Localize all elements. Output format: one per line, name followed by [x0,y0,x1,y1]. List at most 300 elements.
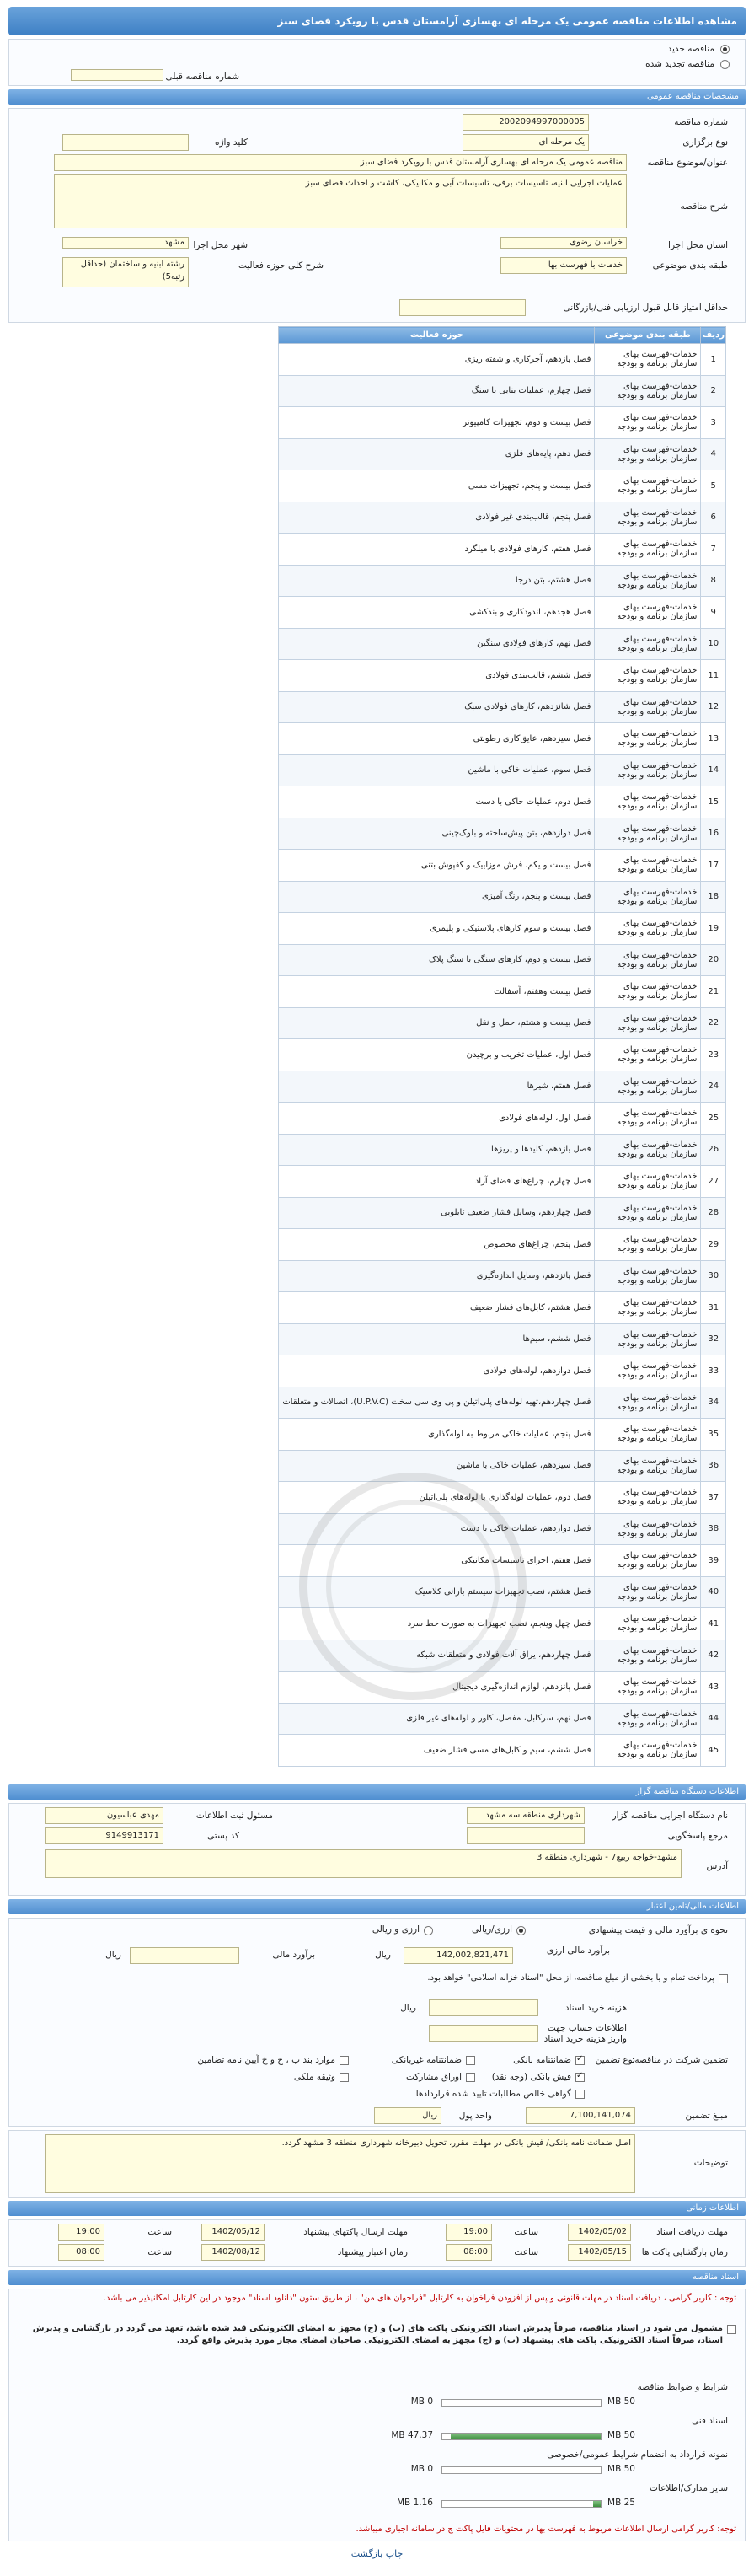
row-number: 13 [701,723,726,755]
row-activity: فصل چهاردهم، یراق آلات فولادی و متعلقات شبکه [279,1640,595,1672]
row-number: 7 [701,534,726,566]
doc-item-label: نمونه قرارداد به انضمام شرایط عمومی/خصوصی [547,2450,728,2460]
doc-receive-label: مهلت دریافت اسناد [656,2227,728,2237]
table-row [279,1450,726,1482]
table-row [279,1608,726,1640]
valid-label: زمان اعتبار پیشنهاد [337,2247,408,2257]
row-activity: فصل یازدهم، آجرکاری و شفته ریزی [279,344,595,376]
currency-field: ریال [374,2107,441,2124]
row-category: خدمات-فهرست بهای سازمان برنامه و بودجه [595,344,701,376]
doc-item-progress [441,2433,602,2440]
doc-item-progress-fill [593,2501,601,2507]
estimate-unit: ریال [375,1950,391,1960]
row-activity: فصل بیست و هشتم، حمل و نقل [279,1007,595,1039]
doc-receive-date: 1402/05/02 [568,2224,631,2241]
bonds-label: اوراق مشارکت [405,2072,462,2082]
row-activity: فصل اول، لوله‌های فولادی [279,1103,595,1135]
row-number: 9 [701,597,726,629]
row-number: 24 [701,1071,726,1103]
row-activity: فصل پنجم، قالب‌بندی غیر فولادی [279,502,595,534]
row-activity: فصل سیزدهم، عایق‌کاری رطوبتی [279,723,595,755]
row-number: 26 [701,1134,726,1166]
send-time: 19:00 [58,2224,104,2241]
row-activity: فصل بیست و دوم، کارهای سنگی با سنگ پلاک [279,944,595,976]
page [0,7,754,2576]
row-category: خدمات-فهرست بهای سازمان برنامه و بودجه [595,1229,701,1261]
estimate-type-label: نحوه ی برآورد مالی و قیمت پیشنهادی [588,1925,728,1935]
esign-checkbox[interactable] [727,2325,736,2334]
row-activity: فصل شانزدهم، کارهای فولادی سبک [279,691,595,723]
open-label: زمان بازگشایی پاکت ها [641,2247,728,2257]
row-number: 5 [701,470,726,502]
doc-item-size: 47.37 MB [391,2430,433,2440]
doc-item-size: 0 MB [410,2396,433,2407]
doc-price-field [429,1999,538,2016]
tender-number-field: 2002094997000005 [463,114,589,131]
row-category: خدمات-فهرست بهای سازمان برنامه و بودجه [595,786,701,818]
activity-header: حوزه فعالیت [279,327,595,344]
row-activity: فصل بیست و یکم، فرش موزاییک و کفپوش بتنی [279,850,595,882]
row-number: 14 [701,754,726,786]
finance-section-header: اطلاعات مالی/تامین اعتبار [8,1899,746,1914]
guarantee-type-label: نوع تضمین [595,2055,635,2065]
row-category: خدمات-فهرست بهای سازمان برنامه و بودجه [595,818,701,850]
organizer-section-header: اطلاعات دستگاه مناقصه گزار [8,1784,746,1800]
row-number: 1 [701,344,726,376]
docs-note-esign: مشمول می شود در اسناد مناقصه، صرفاً پذیرش اسناد الکترونیکی پاکت های (ب) و (ج) مجهز به امضای الکترونیکی قید شده باشد، تعهد می گردد در بارگشایی و پذیرش اسناد، صرفاً اسناد الکترونیکی پاکت های پیشنهاد (ب) و (ج) مجهز به امضای الکترونیکی صاحبان امضای مجاز مورد پذیرش واقع گردد. [32,2324,723,2345]
doc-item-size: 0 MB [410,2464,433,2474]
row-category: خدمات-فهرست بهای سازمان برنامه و بودجه [595,565,701,597]
city-field: مشهد [62,237,189,249]
row-activity: فصل بیست و پنجم، رنگ آمیزی [279,881,595,913]
table-row [279,470,726,502]
table-row [279,1229,726,1261]
doc-item-size: 1.16 MB [397,2498,433,2508]
activities-header-row [279,327,726,344]
row-number: 35 [701,1419,726,1451]
row-category: خدمات-فهرست بهای سازمان برنامه و بودجه [595,1640,701,1672]
row-number: 25 [701,1103,726,1135]
row-activity: فصل یازدهم، کلیدها و پریزها [279,1134,595,1166]
doc-item-label: سایر مدارک/اطلاعات [650,2483,728,2493]
page-title: مشاهده اطلاعات مناقصه عمومی یک مرحله ای بهسازی آرامستان قدس با رویکرد فضای سبز [8,7,746,35]
previous-number-field[interactable] [71,69,163,81]
row-category: خدمات-فهرست بهای سازمان برنامه و بودجه [595,723,701,755]
docs-box [8,2289,746,2541]
row-number: 19 [701,913,726,945]
tender-mode-box [8,39,746,86]
account-label: اطلاعات حساب جهت واریز هزینه خرید اسناد [543,2023,627,2044]
table-row [279,1197,726,1229]
table-row [279,723,726,755]
docs-section-header: اسناد مناقصه [8,2270,746,2285]
doc-item-progress [441,2500,602,2508]
province-field: خراسان رضوی [500,237,627,249]
row-number: 21 [701,976,726,1008]
table-row [279,1323,726,1355]
row-number: 44 [701,1703,726,1735]
estimate-label: برآورد مالی ارزی [546,1945,610,1956]
row-number: 20 [701,944,726,976]
footer-actions [0,2548,754,2559]
table-row [279,1513,726,1545]
row-number: 37 [701,1482,726,1514]
table-row [279,1039,726,1071]
row-category: خدمات-فهرست بهای سازمان برنامه و بودجه [595,438,701,470]
tender-type-label: نوع برگزاری [682,137,728,148]
docs-note-download: توجه : کاربر گرامی ، دریافت اسناد در مهلت قانونی و پس از افزودن فراخوان به کارتابل "فراخوان های من" ، از طریق ستون "دانلود اسناد" موجود در این کارتابل امکانپذیر می باشد. [103,2294,736,2303]
row-activity: فصل دوازدهم، عملیات خاکی با دست [279,1513,595,1545]
row-number: 18 [701,881,726,913]
finance-notes-box [8,2130,746,2198]
row-number: 23 [701,1039,726,1071]
row-category: خدمات-فهرست بهای سازمان برنامه و بودجه [595,1323,701,1355]
row-number: 6 [701,502,726,534]
table-row [279,691,726,723]
currency-label: واحد پول [458,2111,492,2121]
timing-box [8,2219,746,2267]
doc-receive-time-label: ساعت [514,2227,538,2237]
row-category: خدمات-فهرست بهای سازمان برنامه و بودجه [595,1482,701,1514]
row-number: 31 [701,1292,726,1324]
organizer-box [8,1803,746,1896]
row-number: 11 [701,660,726,692]
row-activity: فصل بیست و پنجم، تجهیزات مسی [279,470,595,502]
estimate2-unit: ریال [105,1950,121,1960]
open-time-label: ساعت [514,2247,538,2257]
row-activity: فصل هشتم، بتن درجا [279,565,595,597]
row-number: 30 [701,1260,726,1292]
row-number: 45 [701,1735,726,1767]
org-name-field: شهرداری منطقه سه مشهد [467,1807,585,1824]
row-activity: فصل سوم، عملیات خاکی با ماشین [279,754,595,786]
activities-table [278,326,726,1767]
row-category: خدمات-فهرست بهای سازمان برنامه و بودجه [595,1292,701,1324]
row-category: خدمات-فهرست بهای سازمان برنامه و بودجه [595,375,701,407]
open-time: 08:00 [446,2244,492,2261]
renewed-tender-radio[interactable] [720,60,730,69]
row-number: 15 [701,786,726,818]
rial-radio[interactable] [516,1926,526,1935]
table-row [279,1703,726,1735]
timing-section-header: اطلاعات زمانی [8,2201,746,2216]
row-category: خدمات-فهرست بهای سازمان برنامه و بودجه [595,1450,701,1482]
nonbank-guarantee-checkbox[interactable] [466,2056,475,2065]
row-activity: فصل ششم، قالب‌بندی فولادی [279,660,595,692]
doc-receive-time: 19:00 [446,2224,492,2241]
property-collateral-label: وثیقه ملکی [293,2072,335,2082]
cash-receipt-checkbox[interactable] [575,2073,585,2082]
address-field: مشهد-خواجه ربیع7 - شهرداری منطقه 3 [45,1849,682,1878]
row-activity: فصل بیست وهفتم، آسفالت [279,976,595,1008]
row-activity: فصل هشتم، نصب تجهیزات سیستم بارانی کلاسیک [279,1576,595,1608]
notes-label: توضیحات [693,2158,728,2168]
valid-time: 08:00 [58,2244,104,2261]
table-row [279,407,726,439]
row-number: 33 [701,1355,726,1387]
row-activity: فصل دوازدهم، لوله‌های فولادی [279,1355,595,1387]
row-category: خدمات-فهرست بهای سازمان برنامه و بودجه [595,1007,701,1039]
bank-guarantee-checkbox[interactable] [575,2056,585,2065]
postal-label: کد پستی [206,1831,239,1841]
row-number: 32 [701,1323,726,1355]
category-field: خدمات با فهرست بها [500,257,627,274]
row-activity: فصل هفتم، شیرها [279,1071,595,1103]
row-number: 4 [701,438,726,470]
row-category: خدمات-فهرست بهای سازمان برنامه و بودجه [595,534,701,566]
bylaw-items-checkbox[interactable] [340,2056,349,2065]
keyword-field[interactable] [62,134,189,151]
cash-receipt-label: فیش بانکی (وجه نقد) [491,2072,571,2082]
doc-item-progress [441,2466,602,2474]
open-date: 1402/05/15 [568,2244,631,2261]
table-row [279,502,726,534]
treasury-checkbox[interactable] [719,1974,728,1983]
table-row [279,913,726,945]
row-activity: فصل پانزدهم، لوازم اندازه‌گیری دیجیتال [279,1672,595,1704]
table-row [279,1260,726,1292]
ref-label: مرجع پاسخگویی [667,1831,728,1841]
table-row [279,438,726,470]
table-row [279,1292,726,1324]
category-label: طبقه بندی موضوعی [652,260,728,271]
doc-item-label: اسناد فنی [691,2416,728,2426]
bank-guarantee-label: ضمانتنامه بانکی [513,2055,571,2065]
table-row [279,1103,726,1135]
row-category: خدمات-فهرست بهای سازمان برنامه و بودجه [595,1513,701,1545]
row-activity: فصل نهم، سرکابل، مفصل، کاور و لوله‌های غیر فلزی [279,1703,595,1735]
row-activity: فصل بیست و سوم کارهای پلاستیکی و پلیمری [279,913,595,945]
activity-label: شرح کلی حوزه فعالیت [238,260,324,271]
doc-item-label: شرایط و ضوابط مناقصه [637,2382,728,2392]
row-activity: فصل اول، عملیات تخریب و برچیدن [279,1039,595,1071]
row-category: خدمات-فهرست بهای سازمان برنامه و بودجه [595,1103,701,1135]
address-label: آدرس [706,1861,728,1871]
table-row [279,1007,726,1039]
row-activity: فصل دوم، عملیات خاکی با دست [279,786,595,818]
row-activity: فصل دوازدهم، بتن پیش‌ساخته و بلوک‌چینی [279,818,595,850]
payment-note: پرداخت تمام و یا بخشی از مبلغ مناقصه، از محل "اسناد خزانه اسلامی" خواهد بود. [427,1973,714,1983]
renewed-tender-label: مناقصه تجدید شده [645,59,714,69]
table-row [279,881,726,913]
row-activity: فصل چهاردهم،تهیه لوله‌های پلی‌اتیلن و پی وی سی سخت (U.P.V.C)، اتصالات و متعلقات [279,1387,595,1419]
guarantee-amount-field: 7,100,141,074 [526,2107,635,2124]
doc-item-max: 50 MB [607,2430,635,2440]
category-header: طبقه بندی موضوعی [595,327,701,344]
row-activity: فصل چهارم، عملیات بنایی با سنگ [279,375,595,407]
notes-field: اصل ضمانت نامه بانکی/ فیش بانکی در مهلت مقرر، تحویل دبیرخانه شهرداری منطقه 3 مشهد گردد. [45,2134,635,2193]
table-row [279,1735,726,1767]
estimate2-field [130,1947,239,1964]
table-row [279,344,726,376]
city-label: شهر محل اجرا [193,240,248,250]
row-category: خدمات-فهرست بهای سازمان برنامه و بودجه [595,754,701,786]
table-row [279,786,726,818]
row-number: 12 [701,691,726,723]
row-number: 8 [701,565,726,597]
row-number: 34 [701,1387,726,1419]
row-activity: فصل چهل وینجم، نصب تجهیزات به صورت خط سرد [279,1608,595,1640]
row-category: خدمات-فهرست بهای سازمان برنامه و بودجه [595,1735,701,1767]
row-category: خدمات-فهرست بهای سازمان برنامه و بودجه [595,407,701,439]
officer-field: مهدی عباسیون [45,1807,163,1824]
doc-item-progress-fill [451,2434,601,2439]
row-activity: فصل ششم، سیم‌ها [279,1323,595,1355]
table-row [279,1576,726,1608]
row-activity: فصل دهم، پایه‌های فلزی [279,438,595,470]
row-category: خدمات-فهرست بهای سازمان برنامه و بودجه [595,1419,701,1451]
min-score-field [399,299,526,316]
table-row [279,754,726,786]
row-activity: فصل چهارم، چراغ‌های فضای آزاد [279,1166,595,1198]
subject-field: مناقصه عمومی یک مرحله ای بهسازی آرامستان قدس با رویکرد فضای سبز [54,154,627,171]
doc-item-progress [441,2399,602,2407]
row-category: خدمات-فهرست بهای سازمان برنامه و بودجه [595,1387,701,1419]
activities-body [279,344,726,1767]
net-claims-checkbox[interactable] [575,2090,585,2099]
general-info-box [8,108,746,323]
row-category: خدمات-فهرست بهای سازمان برنامه و بودجه [595,628,701,660]
table-row [279,1545,726,1577]
table-row [279,976,726,1008]
row-number: 39 [701,1545,726,1577]
row-category: خدمات-فهرست بهای سازمان برنامه و بودجه [595,1355,701,1387]
table-row [279,1071,726,1103]
table-row [279,1419,726,1451]
row-category: خدمات-فهرست بهای سازمان برنامه و بودجه [595,1071,701,1103]
table-row [279,597,726,629]
row-category: خدمات-فهرست بهای سازمان برنامه و بودجه [595,502,701,534]
row-activity: فصل هفتم، اجرای تاسیسات مکانیکی [279,1545,595,1577]
valid-date: 1402/08/12 [201,2244,265,2261]
row-category: خدمات-فهرست بهای سازمان برنامه و بودجه [595,944,701,976]
row-activity: فصل هجدهم، اندودکاری و بندکشی [279,597,595,629]
finance-box [8,1918,746,2127]
tender-type-field: یک مرحله ای [463,134,589,151]
activity-field: رشته ابنیه و ساختمان (حداقل رتبه5) [62,257,189,287]
description-label: شرح مناقصه [680,201,728,212]
valid-time-label: ساعت [147,2247,172,2257]
row-category: خدمات-فهرست بهای سازمان برنامه و بودجه [595,1166,701,1198]
nonbank-guarantee-label: ضمانتنامه غیربانکی [391,2055,462,2065]
table-row [279,1355,726,1387]
row-number: 41 [701,1608,726,1640]
row-activity: فصل نهم، کارهای فولادی سنگین [279,628,595,660]
row-activity: فصل ششم، سیم و کابل‌های مسی فشار ضعیف [279,1735,595,1767]
table-row [279,1672,726,1704]
row-activity: فصل بیست و دوم، تجهیزات کامپیوتر [279,407,595,439]
description-field: عملیات اجرایی ابنیه، تاسیسات برقی، تاسیسات آبی و مکانیکی، کاشت و احداث فضای سبز [54,174,627,228]
row-category: خدمات-فهرست بهای سازمان برنامه و بودجه [595,1576,701,1608]
previous-number-label: شماره مناقصه قبلی [165,72,239,82]
row-activity: فصل پنجم، چراغ‌های مخصوص [279,1229,595,1261]
row-number: 3 [701,407,726,439]
general-section-header: مشخصات مناقصه عمومی [8,89,746,105]
send-label: مهلت ارسال پاکتهای پیشنهاد [303,2227,408,2237]
row-category: خدمات-فهرست بهای سازمان برنامه و بودجه [595,470,701,502]
doc-item-max: 50 MB [607,2396,635,2407]
row-category: خدمات-فهرست بهای سازمان برنامه و بودجه [595,1672,701,1704]
row-category: خدمات-فهرست بهای سازمان برنامه و بودجه [595,1197,701,1229]
bylaw-items-label: موارد بند ب ، ج و خ آیین نامه تضامین [197,2055,335,2065]
doc-item-max: 50 MB [607,2464,635,2474]
postal-field: 9149913171 [45,1827,163,1844]
ref-field [467,1827,585,1844]
row-category: خدمات-فهرست بهای سازمان برنامه و بودجه [595,1545,701,1577]
officer-label: مسئول ثبت اطلاعات [195,1811,273,1821]
back-link[interactable]: بازگشت [350,2548,383,2559]
row-number: 36 [701,1450,726,1482]
table-row [279,628,726,660]
row-category: خدمات-فهرست بهای سازمان برنامه و بودجه [595,1134,701,1166]
rial-label: ارزی/ریالی [472,1924,512,1935]
org-name-label: نام دستگاه اجرایی مناقصه گزار [612,1811,728,1821]
rial-fx-label: ارزی و ریالی [372,1924,420,1935]
row-category: خدمات-فهرست بهای سازمان برنامه و بودجه [595,850,701,882]
table-row [279,375,726,407]
row-number: 28 [701,1197,726,1229]
subject-label: عنوان/موضوع مناقصه [647,158,728,168]
rial-fx-radio[interactable] [424,1926,433,1935]
row-category: خدمات-فهرست بهای سازمان برنامه و بودجه [595,1260,701,1292]
account-field [429,2025,538,2042]
row-number: 27 [701,1166,726,1198]
row-activity: فصل پانزدهم، وسایل اندازه‌گیری [279,1260,595,1292]
send-time-label: ساعت [147,2227,172,2237]
row-category: خدمات-فهرست بهای سازمان برنامه و بودجه [595,1039,701,1071]
net-claims-label: گواهی خالص مطالبات تایید شده قراردادها [415,2089,571,2099]
doc-price-label: هزینه خرید اسناد [564,2003,627,2013]
property-collateral-checkbox[interactable] [340,2073,349,2082]
row-activity: فصل دوم، عملیات لوله‌گذاری با لوله‌های پلی‌اتیلن [279,1482,595,1514]
table-row [279,565,726,597]
table-row [279,1482,726,1514]
bonds-checkbox[interactable] [466,2073,475,2082]
row-activity: فصل چهاردهم، وسایل فشار ضعیف تابلویی [279,1197,595,1229]
row-activity: فصل سیزدهم، عملیات خاکی با ماشین [279,1450,595,1482]
row-category: خدمات-فهرست بهای سازمان برنامه و بودجه [595,976,701,1008]
table-row [279,850,726,882]
keyword-label: کلید واژه [214,137,248,148]
row-number: 2 [701,375,726,407]
province-label: استان محل اجرا [668,240,728,250]
table-row [279,818,726,850]
row-number: 40 [701,1576,726,1608]
row-activity: فصل هفتم، کارهای فولادی با میلگرد [279,534,595,566]
activities-section [0,326,754,1781]
table-row [279,1166,726,1198]
doc-price-unit: ریال [400,2003,416,2013]
row-number: 22 [701,1007,726,1039]
estimate-field: 142,002,821,471 [404,1947,513,1964]
guarantee-amount-label: مبلغ تضمین [685,2111,728,2121]
guarantee-label: تضمین شرکت در مناقصه: [631,2055,728,2065]
new-tender-radio[interactable] [720,45,730,54]
send-date: 1402/05/12 [201,2224,265,2241]
docs-note-pricelist: توجه: کاربر گرامی ارسال اطلاعات مربوط به فهرست بها در محتویات فایل پاکت ج در سامانه اجباری میباشد. [356,2525,736,2534]
row-number: 16 [701,818,726,850]
table-row [279,1134,726,1166]
row-number: 10 [701,628,726,660]
print-link[interactable]: چاپ [385,2548,404,2559]
row-number: 42 [701,1640,726,1672]
row-activity: فصل هشتم، کابل‌های فشار ضعیف [279,1292,595,1324]
doc-item-max: 25 MB [607,2498,635,2508]
table-row [279,534,726,566]
table-row [279,944,726,976]
row-category: خدمات-فهرست بهای سازمان برنامه و بودجه [595,597,701,629]
tender-number-label: شماره مناقصه [674,117,728,127]
